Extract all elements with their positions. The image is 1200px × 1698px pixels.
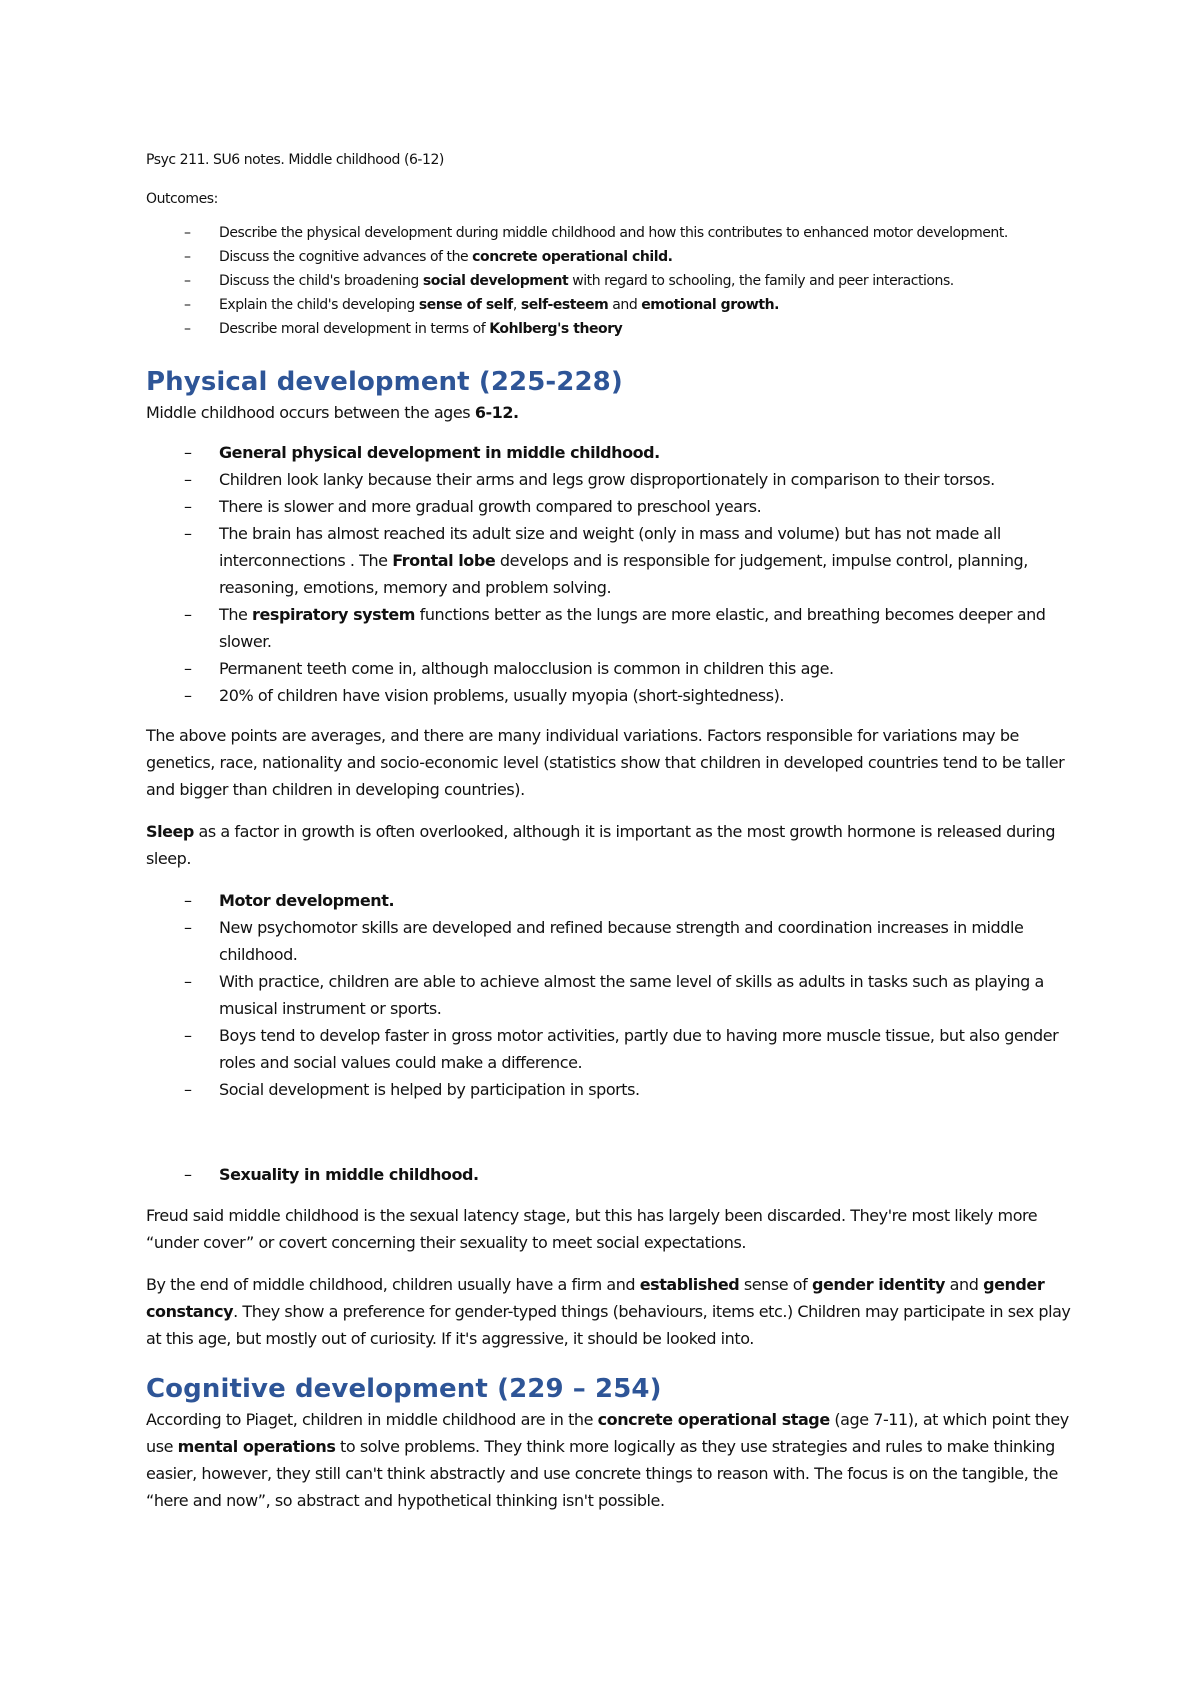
list-item: – Social development is helped by participation in sports. [146,1076,1076,1103]
variations-paragraph: The above points are averages, and there are many individual variations. Factors responsible for variations may be genetics, race, nationality and socio-economic level (statistics show that children in developed countries tend to be taller and bigger than children in developing countries). [146,726,1065,799]
list-item: – Describe the physical development during middle childhood and how this contributes to enhanced motor development. [146,221,1076,245]
outcomes-label: Outcomes: [146,191,218,207]
list-item: – The brain has almost reached its adult size and weight (only in mass and volume) but has not made all interconnections . The Frontal lobe develops and is responsible for judgement, impulse control, planning, reasoning, emotions, memory and problem solving. [146,520,1076,601]
section-heading-cognitive: Cognitive development (229 – 254) [146,1374,662,1404]
freud-paragraph: Freud said middle childhood is the sexual latency stage, but this has largely been discarded. They're most likely more “under cover” or covert concerning their sexuality to meet social expectations. [146,1206,1038,1252]
list-item: – Discuss the child's broadening social development with regard to schooling, the family and peer interactions. [146,269,1076,293]
list-heading: – Sexuality in middle childhood. [146,1161,1076,1188]
cognitive-paragraph: According to Piaget, children in middle childhood are in the concrete operational stage (age 7-11), at which point they use mental operations to solve problems. They think more logically as they use strategies and rules to make thinking easier, however, they still can't think abstractly and use concrete things to reason with. The focus is on the tangible, the “here and now”, so abstract and hypothetical thinking isn't possible. [146,1410,1069,1510]
sleep-paragraph: Sleep as a factor in growth is often overlooked, although it is important as the most growth hormone is released during sleep. [146,822,1056,868]
list-heading: – General physical development in middle childhood. [146,439,1076,466]
general-physical-list [146,439,1076,709]
list-item: – Permanent teeth come in, although malocclusion is common in children this age. [146,655,1076,682]
list-item: – The respiratory system functions better as the lungs are more elastic, and breathing becomes deeper and slower. [146,601,1076,655]
list-item: – Boys tend to develop faster in gross motor activities, partly due to having more muscle tissue, but also gender roles and social values could make a difference. [146,1022,1076,1076]
sexuality-list [146,1161,1076,1188]
document-title: Psyc 211. SU6 notes. Middle childhood (6-12) [146,152,444,168]
list-item: – There is slower and more gradual growth compared to preschool years. [146,493,1076,520]
list-item: – With practice, children are able to achieve almost the same level of skills as adults in tasks such as playing a musical instrument or sports. [146,968,1076,1022]
motor-list [146,887,1076,1103]
list-item: – Explain the child's developing sense of self, self-esteem and emotional growth. [146,293,1076,317]
document-content [146,148,1076,1514]
list-item: – Children look lanky because their arms and legs grow disproportionately in comparison to their torsos. [146,466,1076,493]
list-heading: – Motor development. [146,887,1076,914]
gender-paragraph: By the end of middle childhood, children usually have a firm and established sense of gender identity and gender constancy. They show a preference for gender-typed things (behaviours, items etc.) Children may participate in sex play at this age, but mostly out of curiosity. If it's aggressive, it should be looked into. [146,1275,1071,1348]
list-item: – New psychomotor skills are developed and refined because strength and coordination increases in middle childhood. [146,914,1076,968]
section-heading-physical: Physical development (225-228) [146,367,623,397]
list-item: – Discuss the cognitive advances of the concrete operational child. [146,245,1076,269]
list-item: – Describe moral development in terms of Kohlberg's theory [146,317,1076,341]
list-item: – 20% of children have vision problems, usually myopia (short-sightedness). [146,682,1076,709]
outcomes-list [146,221,1076,341]
physical-intro: Middle childhood occurs between the ages 6-12. [146,403,519,422]
